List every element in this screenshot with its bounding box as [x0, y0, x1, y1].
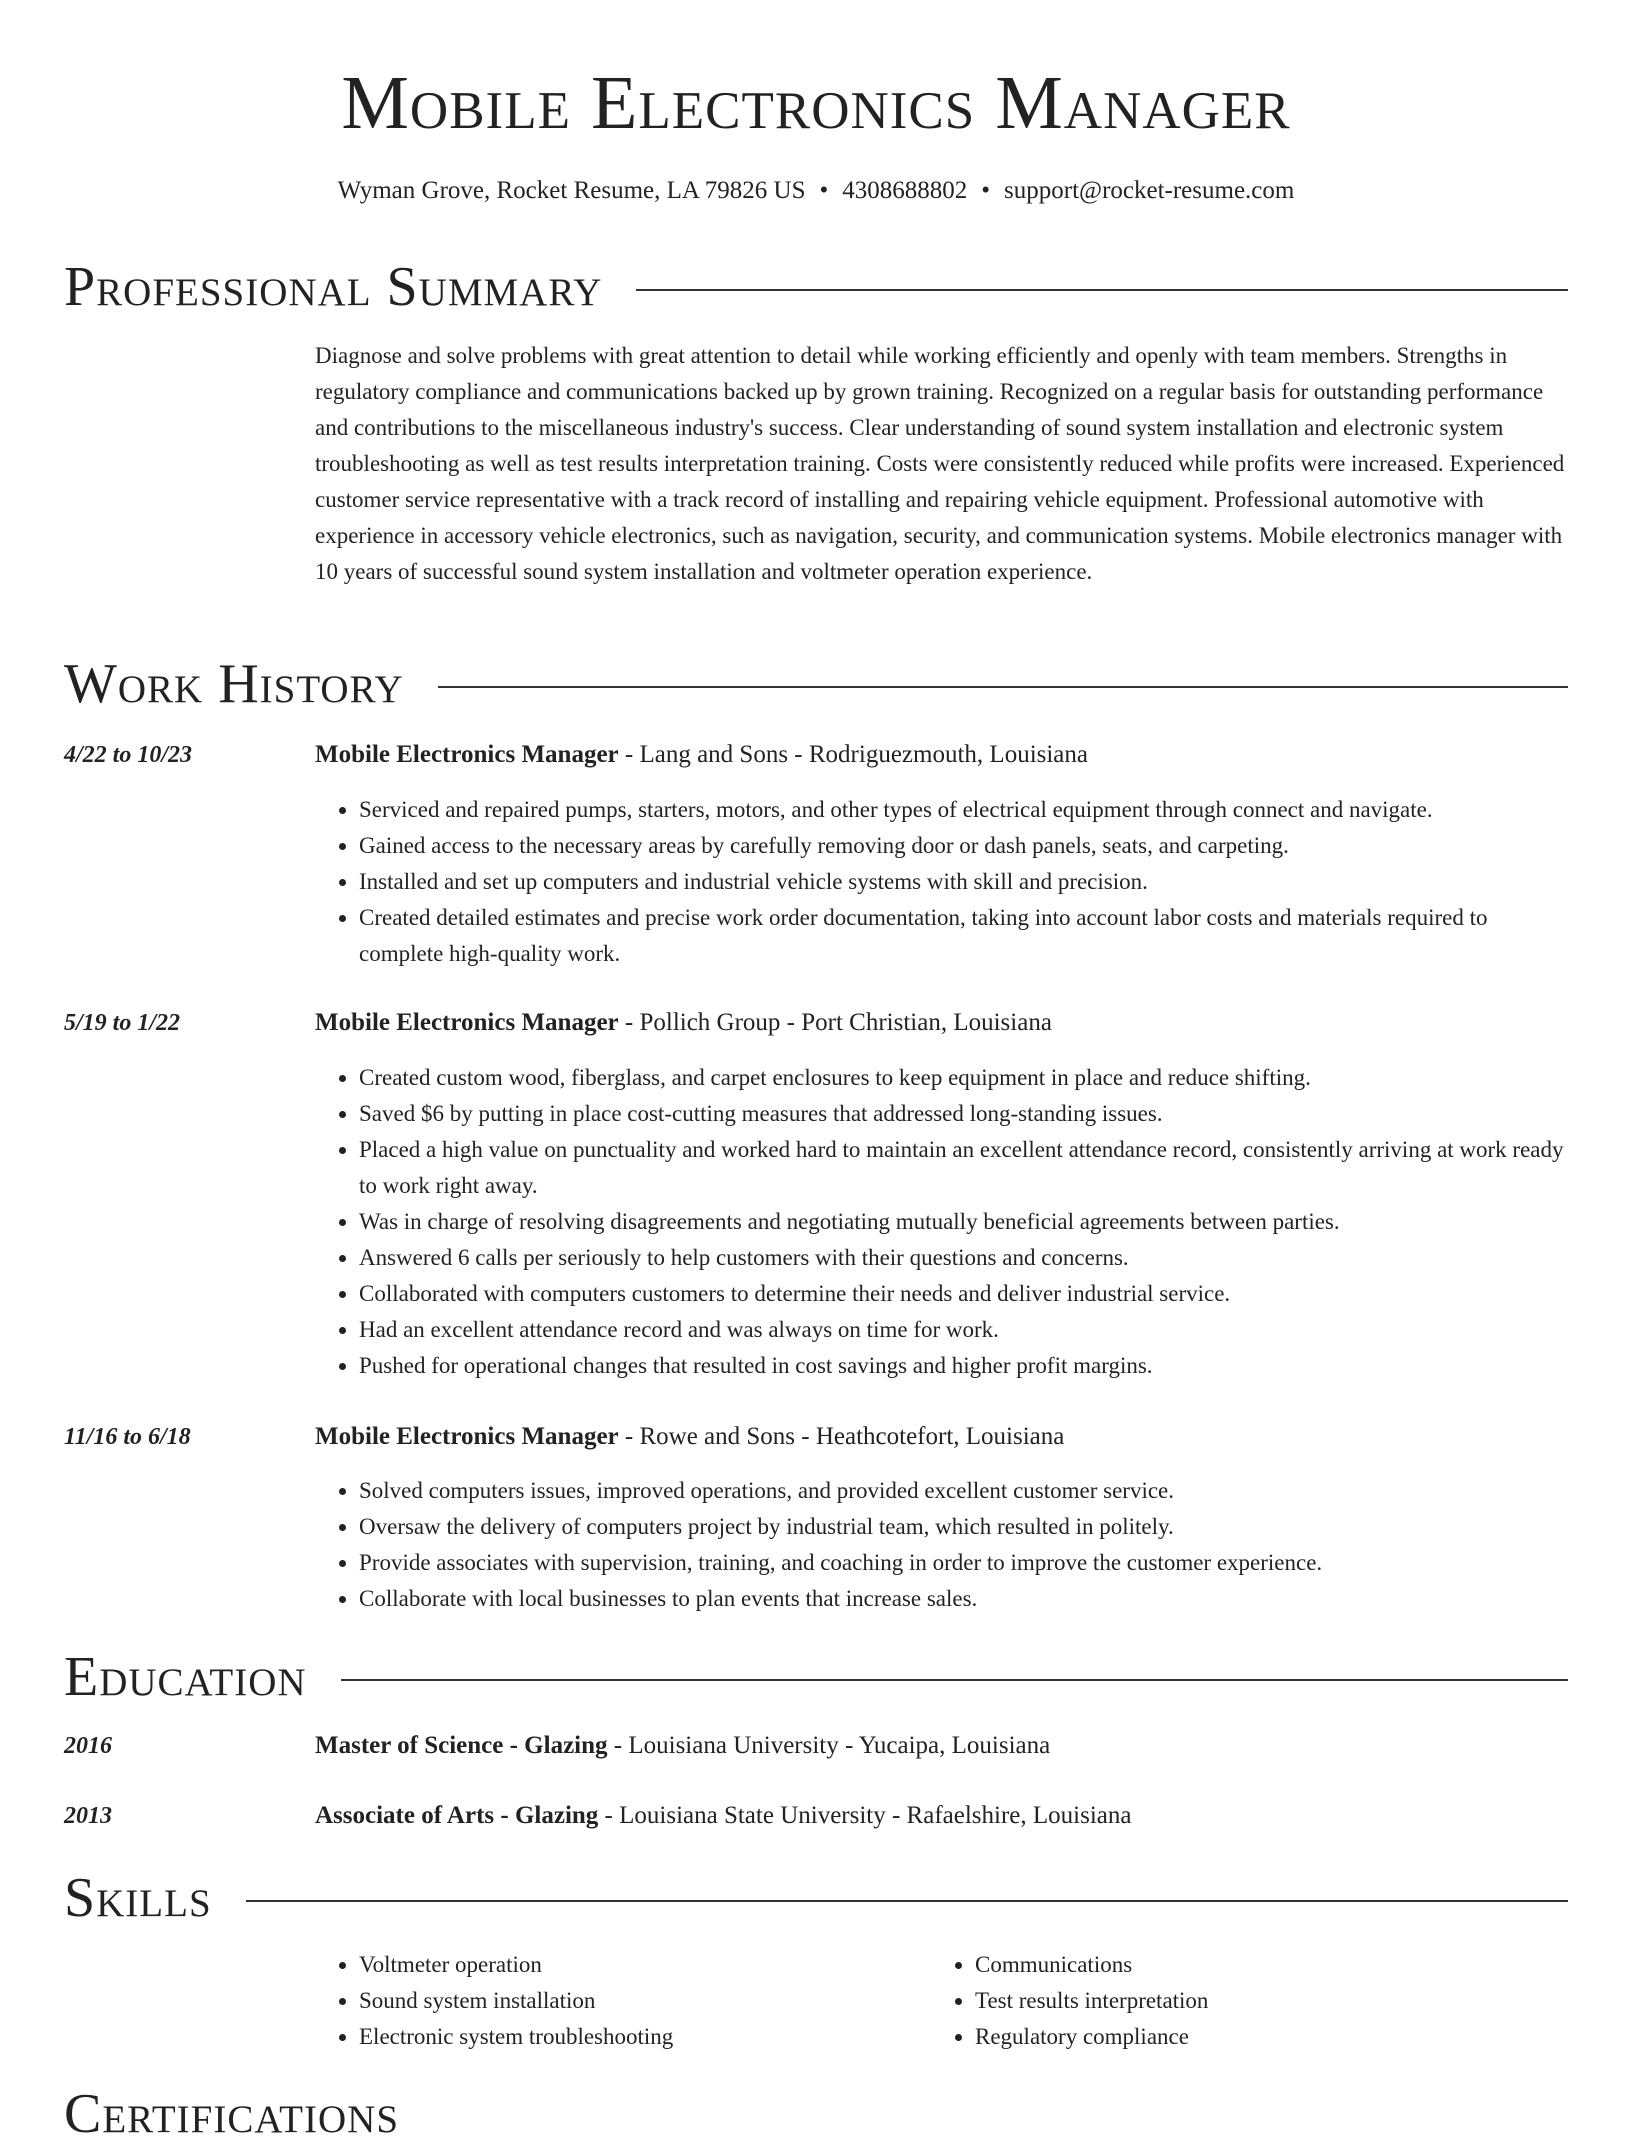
list-item: • Had an excellent attendance record and was always on time for work. — [359, 1312, 1568, 1348]
job-title: Mobile Electronics Manager — [315, 741, 619, 768]
list-item: • Collaborated with computers customers to determine their needs and deliver industrial service. — [359, 1276, 1568, 1312]
list-item: • Pushed for operational changes that resulted in cost savings and higher profit margins. — [359, 1348, 1568, 1384]
skill-item: • Sound system installation — [359, 1983, 915, 2019]
education-degree: Associate of Arts - Glazing — [315, 1802, 599, 1829]
education-year: 2013 — [64, 1803, 112, 1829]
skills-section-title: Skills — [64, 1867, 212, 1929]
job-title-line — [315, 1419, 1064, 1455]
skills-section-header — [64, 1866, 1568, 1930]
education-title-line — [315, 1728, 1050, 1764]
list-item: • Gained access to the necessary areas by carefully removing door or dash panels, seats, and carpeting. — [359, 828, 1568, 864]
list-item: • Saved $6 by putting in place cost-cutting measures that addressed long-standing issues. — [359, 1096, 1568, 1132]
skills-list-right — [931, 1947, 1531, 2055]
work-section-header — [64, 652, 1568, 716]
section-divider — [636, 289, 1568, 291]
list-item: • Placed a high value on punctuality and worked hard to maintain an excellent attendance record, consistently arriving at work ready to work right away. — [359, 1132, 1568, 1204]
contact-separator: • — [981, 177, 991, 204]
list-item: • Answered 6 calls per seriously to help customers with their questions and concerns. — [359, 1240, 1568, 1276]
work-section-title: Work History — [64, 653, 404, 715]
job-bullets — [315, 792, 1568, 972]
list-item: • Provide associates with supervision, training, and coaching in order to improve the customer experience. — [359, 1545, 1568, 1581]
education-details: - Louisiana University - Yucaipa, Louisiana — [607, 1732, 1051, 1759]
education-year: 2016 — [64, 1733, 112, 1759]
contact-phone: 4308688802 — [842, 177, 968, 204]
section-divider — [246, 1900, 1568, 1902]
education-title-line — [315, 1798, 1131, 1834]
list-item: • Oversaw the delivery of computers project by industrial team, which resulted in politely. — [359, 1509, 1568, 1545]
job-title-line — [315, 737, 1088, 773]
list-item: • Created detailed estimates and precise work order documentation, taking into account labor costs and materials required to complete high-quality work. — [359, 900, 1568, 972]
education-section-header — [64, 1645, 1568, 1709]
list-item: • Installed and set up computers and industrial vehicle systems with skill and precision. — [359, 864, 1568, 900]
resume-name-heading: Mobile Electronics Manager — [341, 61, 1291, 145]
list-item: • Created custom wood, fiberglass, and carpet enclosures to keep equipment in place and reduce shifting. — [359, 1060, 1568, 1096]
education-section-title: Education — [64, 1646, 307, 1708]
skill-item: • Voltmeter operation — [359, 1947, 915, 1983]
skill-item: • Regulatory compliance — [975, 2019, 1531, 2055]
job-bullets — [315, 1473, 1568, 1617]
job-details: - Lang and Sons - Rodriguezmouth, Louisiana — [618, 741, 1089, 768]
list-item: • Was in charge of resolving disagreements and negotiating mutually beneficial agreements between parties. — [359, 1204, 1568, 1240]
summary-text: Diagnose and solve problems with great attention to detail while working efficiently and openly with team members. Strengths in regulatory compliance and communications backed up by grown training. Recognized on a regular basis for outstanding performance and contributions to the miscellaneous industry's success. Clear understanding of sound system installation and electronic system troubleshooting as well as test results interpretation training. Costs were consistently reduced while profits were increased. Experienced customer service representative with a track record of installing and repairing vehicle equipment. Professional automotive with experience in accessory vehicle electronics, such as navigation, security, and communication systems. Mobile electronics manager with 10 years of successful sound system installation and voltmeter operation experience. — [315, 343, 1565, 584]
contact-address: Wyman Grove, Rocket Resume, LA 79826 US — [337, 177, 806, 204]
job-title: Mobile Electronics Manager — [315, 1009, 619, 1036]
job-details: - Pollich Group - Port Christian, Louisiana — [618, 1009, 1052, 1036]
skill-item: • Communications — [975, 1947, 1531, 1983]
summary-section-title: Professional Summary — [64, 256, 603, 318]
summary-section-header — [64, 255, 1568, 319]
contact-email: support@rocket-resume.com — [1004, 177, 1295, 204]
contact-separator: • — [819, 177, 829, 204]
skill-item: • Electronic system troubleshooting — [359, 2019, 915, 2055]
skills-list-left — [315, 1947, 915, 2055]
job-details: - Rowe and Sons - Heathcotefort, Louisiana — [618, 1423, 1065, 1450]
job-dates: 11/16 to 6/18 — [64, 1424, 191, 1450]
education-details: - Louisiana State University - Rafaelshire, Louisiana — [598, 1802, 1132, 1829]
section-divider — [438, 686, 1568, 688]
job-bullets — [315, 1060, 1568, 1384]
job-title: Mobile Electronics Manager — [315, 1423, 619, 1450]
job-dates: 5/19 to 1/22 — [64, 1010, 181, 1036]
skill-item: • Test results interpretation — [975, 1983, 1531, 2019]
contact-line — [64, 174, 1568, 208]
certifications-section-title: Certifications — [64, 2083, 400, 2145]
certifications-section-header — [64, 2082, 1568, 2146]
list-item: • Collaborate with local businesses to plan events that increase sales. — [359, 1581, 1568, 1617]
job-title-line — [315, 1005, 1052, 1041]
section-divider — [341, 1679, 1568, 1681]
education-degree: Master of Science - Glazing — [315, 1732, 608, 1759]
job-dates: 4/22 to 10/23 — [64, 742, 193, 768]
list-item: • Serviced and repaired pumps, starters, motors, and other types of electrical equipment through connect and navigate. — [359, 792, 1568, 828]
list-item: • Solved computers issues, improved operations, and provided excellent customer service. — [359, 1473, 1568, 1509]
